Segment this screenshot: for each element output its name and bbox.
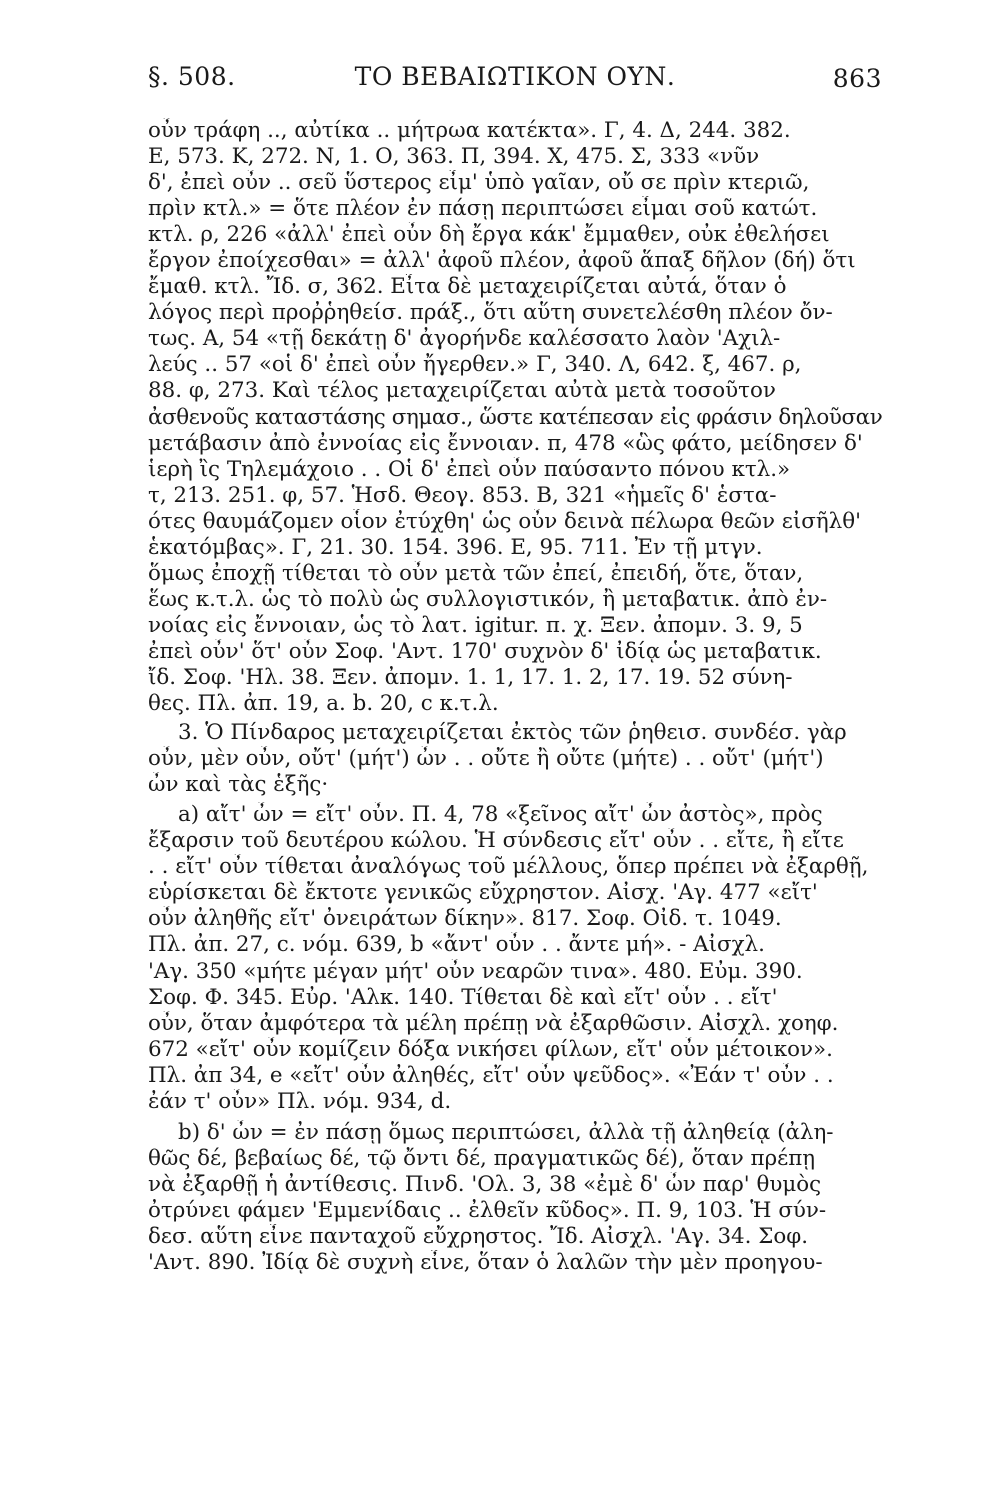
text-line: Πλ. ἀπ 34, e «εἴτ' οὖν ἀληθές, εἴτ' οὖν ψεῦδος». «Ἐάν τ' οὖν . . (148, 1062, 834, 1088)
paragraph (148, 1120, 882, 1276)
text-line: οὖν ἀληθῆς εἴτ' ὀνειράτων δίκην». 817. Σοφ. Οἰδ. τ. 1049. (148, 906, 782, 932)
text-line: . . εἴτ' οὖν τίθεται ἀναλόγως τοῦ μέλλους, ὅπερ πρέπει νὰ ἐξαρθῇ, (148, 854, 869, 880)
running-title: ΤΟ ΒΕΒΑΙΩΤΙΚΟΝ ΟΥΝ. (354, 62, 676, 91)
text-line: μετάβασιν ἀπὸ ἐννοίας εἰς ἔννοιαν. π, 478 «ὣς φάτο, μείδησεν δ' (148, 430, 863, 456)
text-line: ὀτρύνει φάμεν 'Εμμενίδαις .. ἐλθεῖν κῦδος». Π. 9, 103. Ἡ σύν- (148, 1197, 827, 1223)
paragraph (148, 118, 882, 717)
text-line: 672 «εἴτ' οὖν κομίζειν δόξα νικήσει φίλων, εἴτ' οὖν μέτοικον». (148, 1036, 833, 1062)
text-line: Σοφ. Φ. 345. Εὐρ. 'Αλκ. 140. Τίθεται δὲ καὶ εἴτ' οὖν . . εἴτ' (148, 984, 778, 1010)
text-line: τως. Α, 54 «τῇ δεκάτῃ δ' ἀγορήνδε καλέσσατο λαὸν 'Αχιλ- (148, 326, 781, 352)
text-line: θῶς δέ, βεβαίως δέ, τῷ ὄντι δέ, πραγματικῶς δέ), ὅταν πρέπῃ (148, 1145, 816, 1171)
section-number: §. 508. (148, 62, 236, 91)
text-line: Πλ. ἀπ. 27, c. νόμ. 639, b «ἄντ' οὖν . . ἄντε μή». - Αἰσχλ. (148, 932, 765, 958)
text-line: ὦν καὶ τὰς ἑξῆς· (148, 772, 329, 798)
paragraph (148, 720, 882, 798)
text-line: ἔξαρσιν τοῦ δευτέρου κώλου. Ἡ σύνδεσις εἴτ' οὖν . . εἴτε, ἢ εἴτε (148, 828, 844, 854)
text-line: νὰ ἐξαρθῇ ἡ ἀντίθεσις. Πινδ. 'Ολ. 3, 38 «ἐμὲ δ' ὦν παρ' θυμὸς (148, 1171, 822, 1197)
text-line: Ε, 573. Κ, 272. Ν, 1. Ο, 363. Π, 394. Χ, 475. Σ, 333 «νῦν (148, 144, 760, 170)
text-line: κτλ. ρ, 226 «ἀλλ' ἐπεὶ οὖν δὴ ἔργα κάκ' ἔμμαθεν, οὐκ ἐθελήσει (148, 222, 830, 248)
text-line: νοίας εἰς ἔννοιαν, ὡς τὸ λατ. igitur. π. χ. Ξεν. ἀπομν. 3. 9, 5 (148, 612, 803, 638)
text-line: ἑκατόμβας». Γ, 21. 30. 154. 396. Ε, 95. 711. Ἐν τῇ μτγν. (148, 534, 763, 560)
text-line: λεύς .. 57 «οἱ δ' ἐπεὶ οὖν ἤγερθεν.» Γ, 340. Λ, 642. ξ, 467. ρ, (148, 352, 802, 378)
text-line: ἔμαθ. κτλ. Ἴδ. σ, 362. Εἶτα δὲ μεταχειρίζεται αὐτά, ὅταν ὁ (148, 274, 787, 300)
text-line: οὖν, μὲν οὖν, οὔτ' (μήτ') ὦν . . οὔτε ἢ οὔτε (μήτε) . . οὔτ' (μήτ') (148, 746, 824, 772)
text-line: οὖν τράφη .., αὐτίκα .. μήτρωα κατέκτα». Γ, 4. Δ, 244. 382. (148, 118, 791, 143)
text-line: ἐπεὶ οὖν' ὅτ' οὖν Σοφ. 'Αντ. 170' συχνὸν δ' ἰδίᾳ ὡς μεταβατικ. (148, 638, 822, 664)
text-line: εὑρίσκεται δὲ ἔκτοτε γενικῶς εὔχρηστον. Αἰσχ. 'Αγ. 477 «εἴτ' (148, 880, 818, 906)
text-line: ἱερὴ ἲς Τηλεμάχοιο . . Οἱ δ' ἐπεὶ οὖν παύσαντο πόνου κτλ.» (148, 456, 791, 482)
text-line: τ, 213. 251. φ, 57. Ἡσδ. Θεογ. 853. Β, 321 «ἡμεῖς δ' ἑστα- (148, 482, 777, 508)
text-line: θες. Πλ. ἀπ. 19, a. b. 20, c κ.τ.λ. (148, 691, 499, 717)
text-line: πρὶν κτλ.» = ὅτε πλέον ἐν πάσῃ περιπτώσει εἶμαι σοῦ κατώτ. (148, 196, 818, 222)
text-line: ότες θαυμάζομεν οἷον ἐτύχθη' ὡς οὖν δεινὰ πέλωρα θεῶν εἰσῆλθ' (148, 508, 861, 534)
text-line: δ', ἐπεὶ οὖν .. σεῦ ὕστερος εἶμ' ὑπὸ γαῖαν, οὔ σε πρὶν κτεριῶ, (148, 170, 810, 196)
text-line: 'Αγ. 350 «μήτε μέγαν μήτ' οὖν νεαρῶν τινα». 480. Εὐμ. 390. (148, 958, 803, 984)
text-line: ἀσθενοῦς καταστάσης σημασ., ὥστε κατέπεσαν εἰς φράσιν δηλοῦσαν (148, 404, 882, 430)
text-line: ἐάν τ' οὖν» Πλ. νόμ. 934, d. (148, 1088, 452, 1114)
text-line: 'Αντ. 890. Ἰδίᾳ δὲ συχνὴ εἶνε, ὅταν ὁ λαλῶν τὴν μὲν προηγου- (148, 1250, 823, 1276)
text-line: 3. Ὁ Πίνδαρος μεταχειρίζεται ἐκτὸς τῶν ῥηθεισ. συνδέσ. γὰρ (178, 720, 847, 746)
text-line: 88. φ, 273. Καὶ τέλος μεταχειρίζεται αὐτὰ μετὰ τοσοῦτον (148, 378, 776, 404)
text-line: a) αἴτ' ὦν = εἴτ' οὖν. Π. 4, 78 «ξεῖνος αἴτ' ὦν ἀστὸς», πρὸς (178, 802, 823, 828)
text-line: ὅμως ἐποχῇ τίθεται τὸ οὖν μετὰ τῶν ἐπεί, ἐπειδή, ὅτε, ὅταν, (148, 560, 804, 586)
text-line: λόγος περὶ προῤῥηθείσ. πράξ., ὅτι αὕτη συνετελέσθη πλέον ὄν- (148, 300, 833, 326)
text-line: οὖν, ὅταν ἀμφότερα τὰ μέλη πρέπῃ νὰ ἐξαρθῶσιν. Αἰσχλ. χοηφ. (148, 1010, 839, 1036)
body-text (148, 118, 882, 1276)
running-header (148, 62, 882, 106)
text-line: b) δ' ὦν = ἐν πάσῃ ὅμως περιπτώσει, ἀλλὰ τῇ ἀληθείᾳ (ἀλη- (178, 1119, 834, 1145)
paragraph (148, 802, 882, 1115)
text-line: ἕως κ.τ.λ. ὡς τὸ πολὺ ὡς συλλογιστικόν, ἢ μεταβατικ. ἀπὸ ἐν- (148, 586, 828, 612)
text-line: δεσ. αὕτη εἶνε πανταχοῦ εὔχρηστος. Ἴδ. Αἰσχλ. 'Αγ. 34. Σοφ. (148, 1223, 809, 1249)
text-line: ἴδ. Σοφ. 'Ηλ. 38. Ξεν. ἀπομν. 1. 1, 17. 1. 2, 17. 19. 52 σύνη- (148, 664, 793, 690)
page-number: 863 (832, 64, 882, 93)
text-line: ἔργον ἐποίχεσθαι» = ἀλλ' ἀφοῦ πλέον, ἀφοῦ ἅπαξ δῆλον (δή) ὅτι (148, 248, 856, 274)
